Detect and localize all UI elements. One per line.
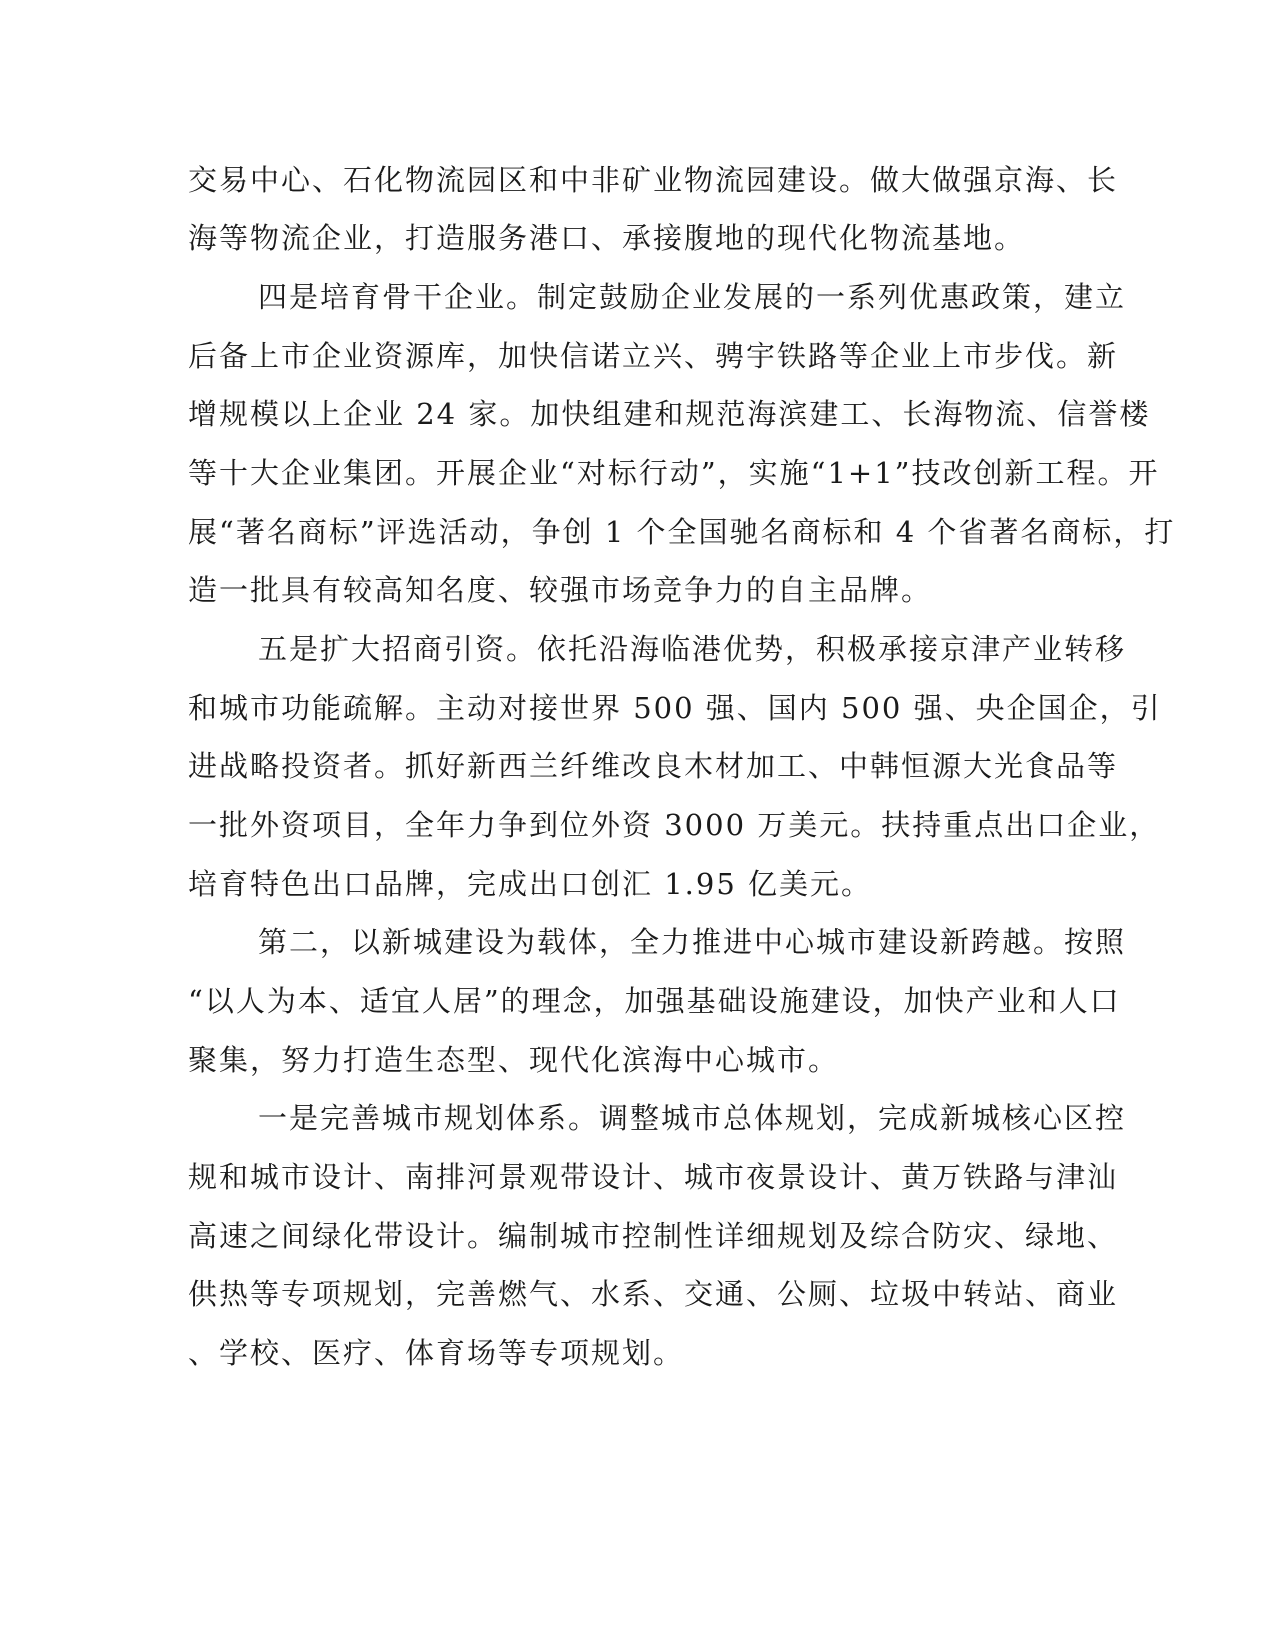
paragraph-start-line: 五是扩大招商引资。依托沿海临港优势，积极承接京津产业转移	[258, 632, 1127, 666]
text-line: 供热等专项规划，完善燃气、水系、交通、公厕、垃圾中转站、商业	[188, 1277, 1119, 1311]
paragraph-start-line: 一是完善城市规划体系。调整城市总体规划，完成新城核心区控	[258, 1101, 1127, 1135]
text-line: 增规模以上企业 24 家。加快组建和规范海滨建工、长海物流、信誉楼	[188, 397, 1151, 431]
text-line: 培育特色出口品牌，完成出口创汇 1.95 亿美元。	[188, 867, 873, 901]
text-line: 海等物流企业，打造服务港口、承接腹地的现代化物流基地。	[188, 221, 1026, 255]
text-line: “以人为本、适宜人居”的理念，加强基础设施建设，加快产业和人口	[188, 984, 1121, 1018]
text-line: 等十大企业集团。开展企业“对标行动”，实施“1+1”技改创新工程。开	[188, 456, 1160, 490]
paragraph-start-line: 四是培育骨干企业。制定鼓励企业发展的一系列优惠政策，建立	[258, 280, 1127, 314]
text-line: 一批外资项目，全年力争到位外资 3000 万美元。扶持重点出口企业，	[188, 808, 1161, 842]
text-line: 高速之间绿化带设计。编制城市控制性详细规划及综合防灾、绿地、	[188, 1219, 1119, 1253]
text-line: 进战略投资者。抓好新西兰纤维改良木材加工、中韩恒源大光食品等	[188, 749, 1119, 783]
text-line: 后备上市企业资源库，加快信诺立兴、骋宇铁路等企业上市步伐。新	[188, 339, 1119, 373]
text-line: 造一批具有较高知名度、较强市场竞争力的自主品牌。	[188, 573, 933, 607]
text-line: 、学校、医疗、体育场等专项规划。	[188, 1336, 685, 1370]
text-line: 交易中心、石化物流园区和中非矿业物流园建设。做大做强京海、长	[188, 163, 1119, 197]
text-line: 规和城市设计、南排河景观带设计、城市夜景设计、黄万铁路与津汕	[188, 1160, 1119, 1194]
text-line: 展“著名商标”评选活动，争创 1 个全国驰名商标和 4 个省著名商标，打	[188, 515, 1176, 549]
paragraph-start-line: 第二，以新城建设为载体，全力推进中心城市建设新跨越。按照	[258, 925, 1127, 959]
text-line: 和城市功能疏解。主动对接世界 500 强、国内 500 强、央企国企，引	[188, 691, 1162, 725]
text-line: 聚集，努力打造生态型、现代化滨海中心城市。	[188, 1043, 840, 1077]
